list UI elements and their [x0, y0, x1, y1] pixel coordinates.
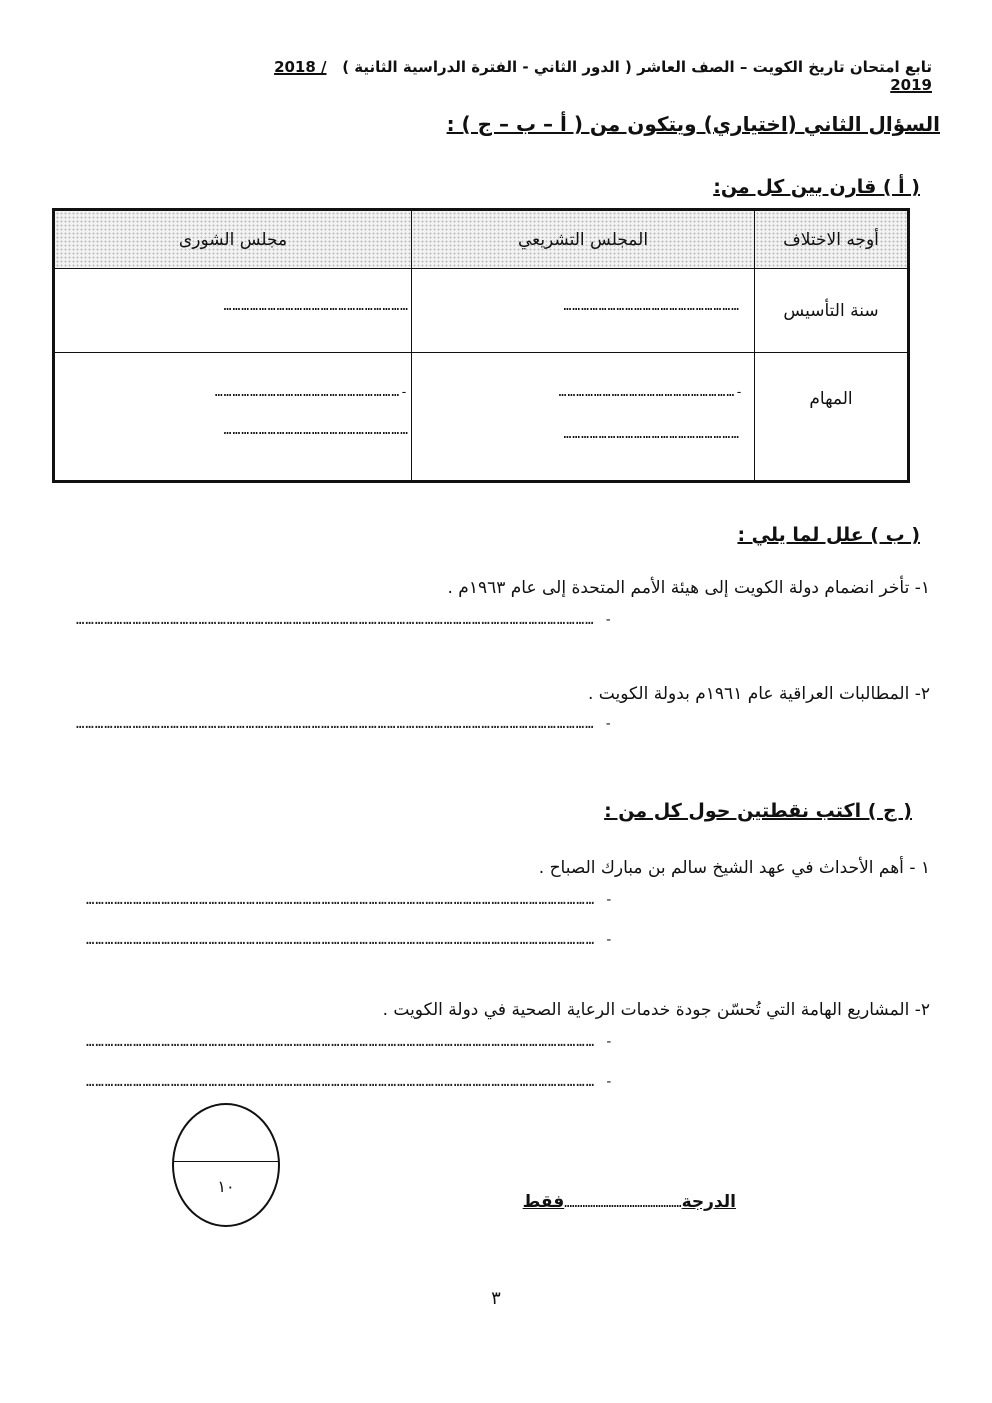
section-c-item-2: ٢- المشاريع الهامة التي تُحسّن جودة خدمات الرعاية الصحية في دولة الكويت .: [382, 1000, 930, 1020]
grade-line: [336, 1192, 736, 1212]
answer-line: ……………………………………………………: [563, 427, 740, 442]
section-a-title: ( أ ) قارن بين كل من:: [713, 176, 920, 198]
answer-line-c2a[interactable]: ……………………………………………………………………………………………………………………………………………… -: [86, 1034, 615, 1050]
row-label-tasks: المهام: [755, 353, 909, 482]
exam-header: [232, 58, 932, 94]
grade-blank[interactable]: ………………………………………: [564, 1196, 682, 1211]
answer-cell-shura-year[interactable]: [54, 269, 412, 353]
header-legislative-council: المجلس التشريعي: [412, 210, 755, 269]
answer-line: ………………………………………………………: [223, 423, 409, 438]
table-header-row: [54, 210, 909, 269]
answer-line: ………………………………………………………: [223, 299, 409, 314]
answer-line-b1[interactable]: ………………………………………………………………………………………………………………………………………………… -: [76, 612, 614, 628]
answer-line: -………………………………………………………: [214, 385, 409, 400]
answer-line: ……………………………………………………: [563, 299, 740, 314]
grade-oval: [172, 1103, 280, 1227]
grade-max: ١٠: [217, 1177, 235, 1196]
header-differences: أوجه الاختلاف: [755, 210, 909, 269]
section-b-item-1: ١- تأخر انضمام دولة الكويت إلى هيئة الأمم المتحدة إلى عام ١٩٦٣م .: [447, 578, 930, 598]
answer-cell-legislative-tasks[interactable]: [412, 353, 755, 482]
section-c-title: ( ج ) اكتب نقطتين حول كل من :: [604, 800, 912, 822]
section-b-item-2: ٢- المطالبات العراقية عام ١٩٦١م بدولة الكويت .: [588, 684, 930, 704]
question-title: السؤال الثاني (اختياري) ويتكون من ( أ – ب – ج ) :: [446, 112, 940, 136]
answer-line-c1b[interactable]: ……………………………………………………………………………………………………………………………………………… -: [86, 932, 615, 948]
row-label-founding-year: سنة التأسيس: [755, 269, 909, 353]
section-c-item-1: ١ - أهم الأحداث في عهد الشيخ سالم بن مبارك الصباح .: [538, 858, 930, 878]
section-b-title: ( ب ) علل لما يلي :: [737, 524, 920, 546]
exam-header-text: تابع امتحان تاريخ الكويت – الصف العاشر ( الدور الثاني - الفترة الدراسية الثانية ): [342, 58, 932, 76]
answer-cell-legislative-year[interactable]: [412, 269, 755, 353]
grade-oval-divider: [174, 1161, 278, 1162]
table-row: [54, 353, 909, 482]
grade-label: الدرجة: [681, 1192, 736, 1212]
answer-line-c2b[interactable]: ……………………………………………………………………………………………………………………………………………… -: [86, 1074, 615, 1090]
answer-line: -……………………………………………………: [558, 385, 744, 400]
exam-year: 2018 / 2019: [274, 58, 932, 94]
answer-line-c1a[interactable]: ……………………………………………………………………………………………………………………………………………… -: [86, 892, 615, 908]
grade-suffix: فقط: [522, 1192, 565, 1212]
answer-line-b2[interactable]: ………………………………………………………………………………………………………………………………………………… -: [76, 716, 614, 732]
comparison-table: [52, 208, 910, 483]
table-row: [54, 269, 909, 353]
answer-cell-shura-tasks[interactable]: [54, 353, 412, 482]
header-shura-council: مجلس الشورى: [54, 210, 412, 269]
page-number: ٣: [491, 1288, 501, 1309]
